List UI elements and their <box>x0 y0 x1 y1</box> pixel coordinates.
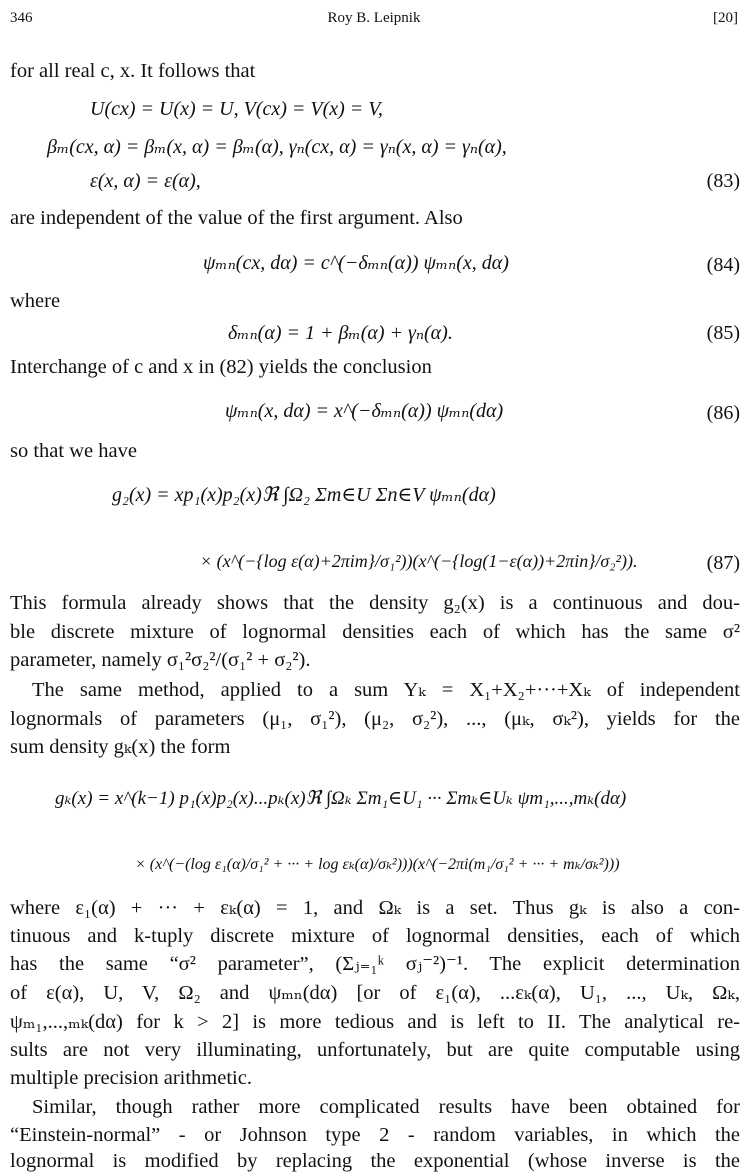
paragraph-similar-line-3: lognormal is modified by replacing the exponential (whose inverse is the <box>10 1150 740 1172</box>
equation-gk-line-2: × (x^(−(log ε₁(α)/σ₁² + ··· + log εₖ(α)/σₖ²)))(x^(−2πi(m₁/σ₁² + ··· + mₖ/σₖ²))) <box>135 856 620 873</box>
paragraph-where-line-2: tinuous and k-tuply discrete mixture of lognormal densities, each of which <box>10 925 740 947</box>
running-author: Roy B. Leipnik <box>327 10 421 26</box>
equation-87-line-1: g₂(x) = xp₁(x)p₂(x)ℜ ∫Ω₂ Σm∈U Σn∈V ψₘₙ(dα) <box>112 484 496 506</box>
paragraph-same-method-line-3: sum density gₖ(x) the form <box>10 736 231 758</box>
running-header <box>10 10 738 32</box>
text-line-for-all-real: for all real c, x. It follows that <box>10 60 256 82</box>
paragraph-density-line-3: parameter, namely σ₁²σ₂²/(σ₁² + σ₂²). <box>10 649 311 671</box>
paragraph-where-line-1: where ε₁(α) + ··· + εₖ(α) = 1, and Ωₖ is a set. Thus gₖ is also a con- <box>10 897 740 919</box>
text-line-interchange: Interchange of c and x in (82) yields the conclusion <box>10 356 432 378</box>
paragraph-where-line-6: sults are not very illuminating, unfortunately, but are quite computable using <box>10 1039 740 1061</box>
equation-number-85: (85) <box>706 322 740 344</box>
equation-83-line-1: U(cx) = U(x) = U, V(cx) = V(x) = V, <box>90 98 383 120</box>
text-line-so-that: so that we have <box>10 440 137 462</box>
text-line-where: where <box>10 290 61 312</box>
text-line-independent: are independent of the value of the first argument. Also <box>10 207 463 229</box>
paragraph-density-line-2: ble discrete mixture of lognormal densities each of which has the same σ² <box>10 621 740 643</box>
equation-number-87: (87) <box>706 552 740 574</box>
equation-number-86: (86) <box>706 402 740 424</box>
equation-84: ψₘₙ(cx, dα) = c^(−δₘₙ(α)) ψₘₙ(x, dα) <box>203 252 509 274</box>
equation-gk-line-1: gₖ(x) = x^(k−1) p₁(x)p₂(x)...pₖ(x)ℜ ∫Ωₖ Σm₁∈U₁ ··· Σmₖ∈Uₖ ψm₁,...,mₖ(dα) <box>55 788 627 809</box>
paragraph-density-line-1: This formula already shows that the density g₂(x) is a continuous and dou- <box>10 592 740 614</box>
equation-86: ψₘₙ(x, dα) = x^(−δₘₙ(α)) ψₘₙ(dα) <box>225 400 504 422</box>
paragraph-same-method-line-1: The same method, applied to a sum Yₖ = X₁+X₂+···+Xₖ of independent <box>32 679 740 701</box>
page-number: 346 <box>10 10 33 26</box>
equation-85: δₘₙ(α) = 1 + βₘ(α) + γₙ(α). <box>228 322 453 344</box>
paragraph-where-line-4: of ε(α), U, V, Ω₂ and ψₘₙ(dα) [or of ε₁(α), ...εₖ(α), U₁, ..., Uₖ, Ωₖ, <box>10 982 740 1004</box>
equation-83-line-2: βₘ(cx, α) = βₘ(x, α) = βₘ(α), γₙ(cx, α) = γₙ(x, α) = γₙ(α), <box>47 136 507 158</box>
paragraph-similar-line-1: Similar, though rather more complicated results have been obtained for <box>32 1096 740 1118</box>
paragraph-where-line-3: has the same “σ² parameter”, (Σⱼ₌₁ᵏ σⱼ⁻²)⁻¹. The explicit determination <box>10 953 740 975</box>
equation-87-line-2: × (x^(−{log ε(α)+2πim}/σ₁²))(x^(−{log(1−ε(α))+2πin}/σ₂²)). <box>200 551 638 571</box>
paragraph-where-line-7: multiple precision arithmetic. <box>10 1067 252 1089</box>
section-number: [20] <box>713 10 738 26</box>
paragraph-where-line-5: ψₘ₁,...,ₘₖ(dα) for k > 2] is more tedious and is left to II. The analytical re- <box>10 1011 740 1033</box>
paragraph-similar-line-2: “Einstein-normal” - or Johnson type 2 - random variables, in which the <box>10 1124 740 1146</box>
paragraph-same-method-line-2: lognormals of parameters (μ₁, σ₁²), (μ₂, σ₂²), ..., (μₖ, σₖ²), yields for the <box>10 708 740 730</box>
equation-number-83: (83) <box>706 170 740 192</box>
equation-number-84: (84) <box>706 254 740 276</box>
equation-83-line-3: ε(x, α) = ε(α), <box>90 170 201 192</box>
